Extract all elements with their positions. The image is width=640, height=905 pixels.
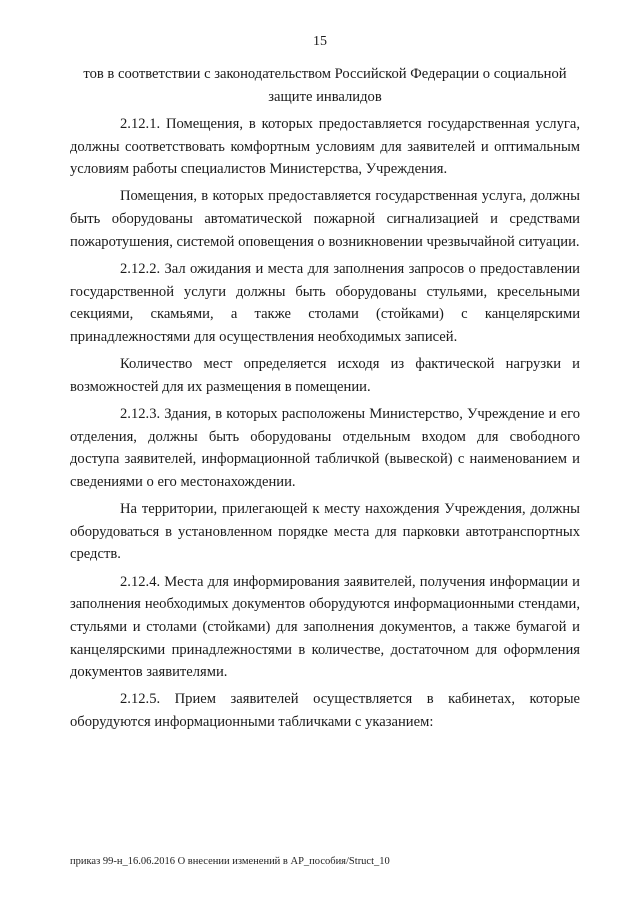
paragraph-2-12-3: 2.12.3. Здания, в которых расположены Министерство, Учреждение и его отделения, должны быть оборудованы отдельным входом для свободного доступа заявителей, информационной табличкой (вывеской) с наименованием и сведениями о его местонахождении.	[70, 405, 580, 490]
page-number: 15	[313, 34, 327, 49]
paragraph-parking: На территории, прилегающей к месту нахождения Учреждения, должны оборудоваться в установленном порядке места для парковки автотранспортных средств.	[70, 501, 580, 563]
paragraph-2-12-2: 2.12.2. Зал ожидания и места для заполнения запросов о предоставлении государственной услуги должны быть оборудованы стульями, кресельными секциями, скамьями, а также столами (стойками) с канцелярскими принадлежностями для осуществления необходимых записей.	[70, 260, 580, 345]
document-body	[70, 63, 580, 738]
paragraph-fire-safety: Помещения, в которых предоставляется государственная услуга, должны быть оборудованы автоматической пожарной сигнализацией и средствами пожаротушения, системой оповещения о возникновении чрезвычайной ситуации.	[70, 188, 580, 250]
document-footer: приказ 99-н_16.06.2016 О внесении изменений в АР_пособия/Struct_10	[70, 856, 390, 867]
paragraph-seat-count: Количество мест определяется исходя из фактической нагрузки и возможностей для их размещения в помещении.	[70, 356, 580, 395]
paragraph-2-12-4: 2.12.4. Места для информирования заявителей, получения информации и заполнения необходимых документов оборудуются информационными стендами, стульями и столами (стойками) для заполнения документов, а также бумагой и канцелярскими принадлежностями в количестве, достаточном для оформления документов заявителями.	[70, 573, 580, 681]
paragraph-2-12-1: 2.12.1. Помещения, в которых предоставляется государственная услуга, должны соответствовать комфортным условиям для заявителей и оптимальным условиям работы специалистов Министерства, Учреждения.	[70, 115, 580, 178]
paragraph-2-12-5: 2.12.5. Прием заявителей осуществляется в кабинетах, которые оборудуются информационными табличками с указанием:	[70, 691, 580, 731]
paragraph-continuation: тов в соответствии с законодательством Российской Федерации о социальной защите инвалидов	[83, 66, 567, 105]
